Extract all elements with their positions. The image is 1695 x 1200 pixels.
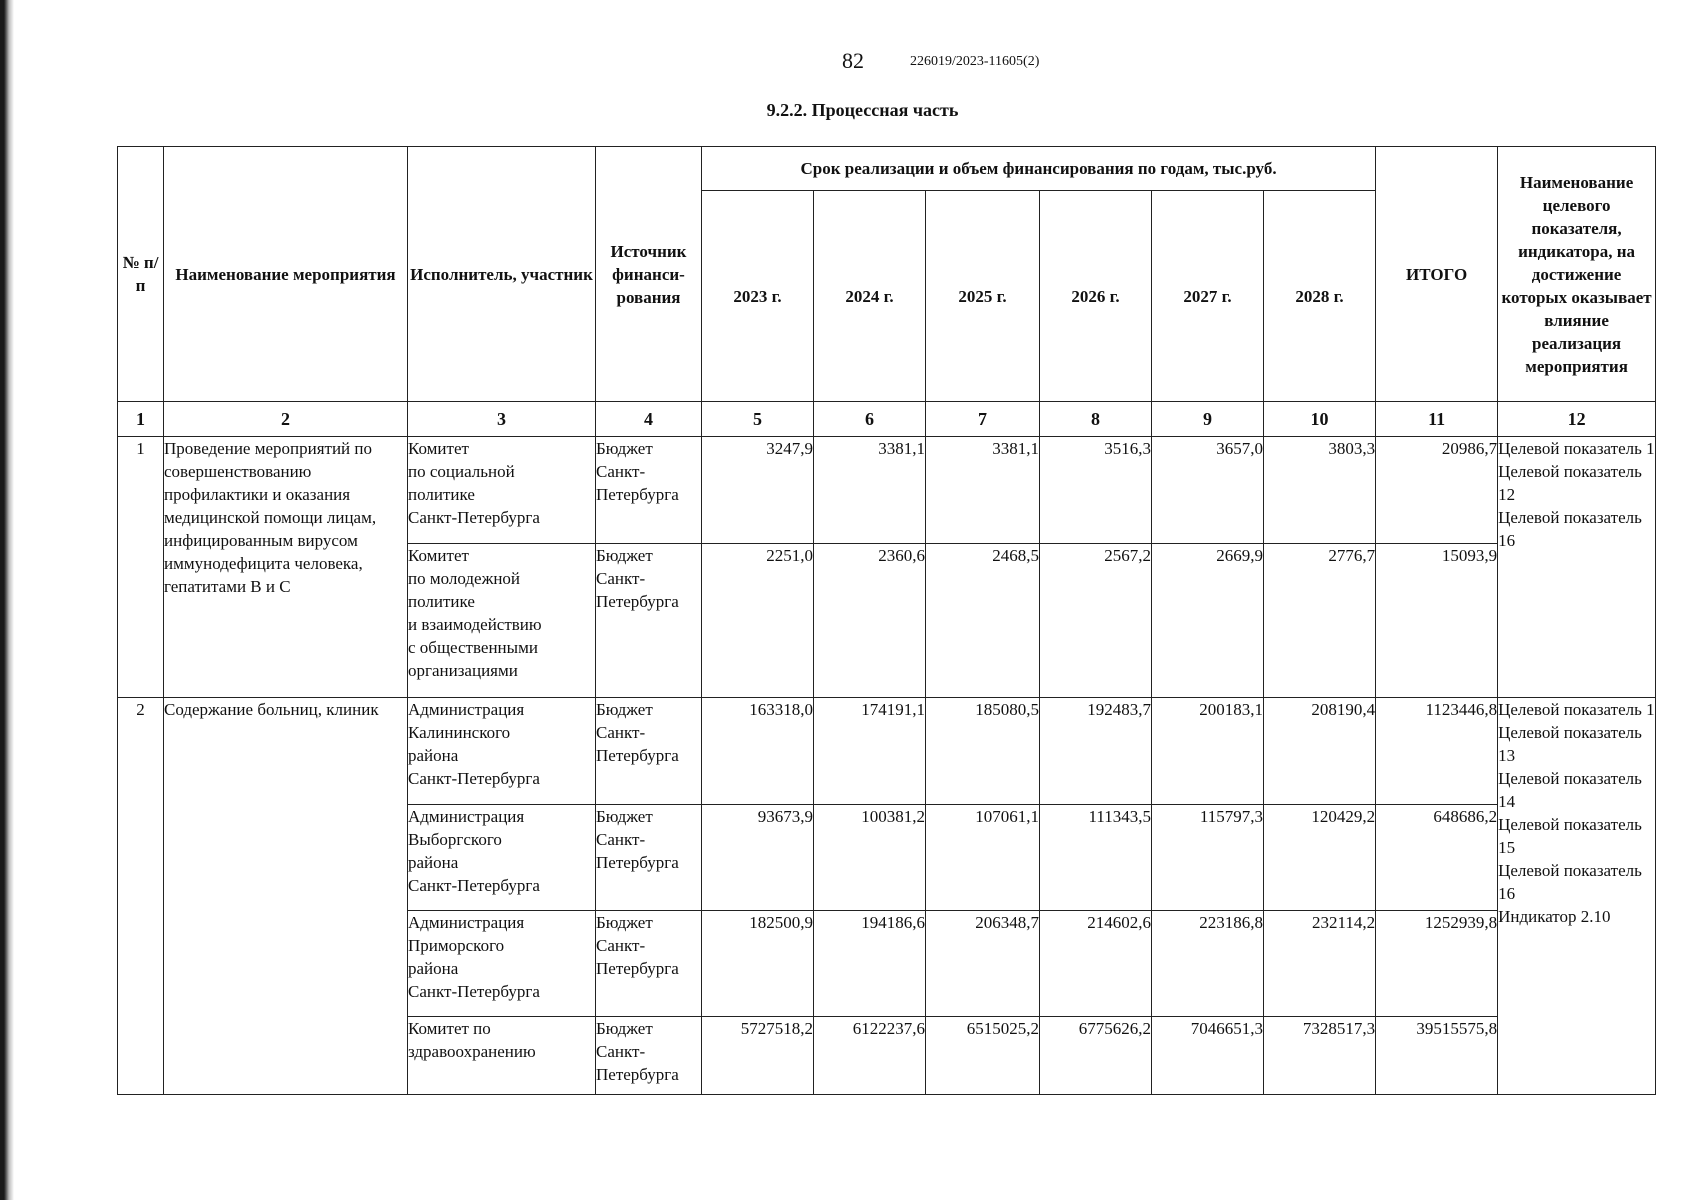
year-value-cell: 7046651,3 xyxy=(1152,1017,1264,1095)
activity-name: Содержание больниц, клиник xyxy=(164,698,408,1095)
year-value-cell: 232114,2 xyxy=(1264,911,1376,1017)
executor-line: и взаимодействию xyxy=(408,615,542,634)
year-value-cell: 5727518,2 xyxy=(702,1017,814,1095)
year-value-cell: 174191,1 xyxy=(814,698,926,805)
year-value-cell: 2251,0 xyxy=(702,544,814,698)
activity-name: Проведение мероприятий по совершенствованию профилактики и оказания медицинской помощи лицам, инфицированным вирусом иммунодефицита человека, гепатитами В и С xyxy=(164,437,408,698)
year-value-cell: 3381,1 xyxy=(926,437,1040,544)
source-line: Санкт- xyxy=(596,936,646,955)
source-cell xyxy=(596,805,702,911)
column-index: 3 xyxy=(408,402,596,437)
source-line: Санкт- xyxy=(596,1042,646,1061)
target-indicator: Индикатор 2.10 xyxy=(1498,907,1611,926)
year-value-cell: 93673,9 xyxy=(702,805,814,911)
source-line: Санкт- xyxy=(596,830,646,849)
section-title: 9.2.2. Процессная часть xyxy=(766,100,959,120)
executor-line: политике xyxy=(408,485,475,504)
column-index: 4 xyxy=(596,402,702,437)
scan-edge xyxy=(0,0,14,1200)
total-cell: 39515575,8 xyxy=(1376,1017,1498,1095)
header-year-2023: 2023 г. xyxy=(702,191,814,402)
executor-line: с общественными xyxy=(408,638,538,657)
executor-line: Санкт-Петербурга xyxy=(408,769,540,788)
column-index: 8 xyxy=(1040,402,1152,437)
year-value-cell: 6775626,2 xyxy=(1040,1017,1152,1095)
year-value-cell: 107061,1 xyxy=(926,805,1040,911)
year-value-cell: 111343,5 xyxy=(1040,805,1152,911)
year-value-cell: 115797,3 xyxy=(1152,805,1264,911)
year-value-cell: 208190,4 xyxy=(1264,698,1376,805)
financing-table xyxy=(117,146,1656,1095)
source-cell xyxy=(596,544,702,698)
year-value-cell: 194186,6 xyxy=(814,911,926,1017)
executor-line: района xyxy=(408,959,459,978)
year-value-cell: 3516,3 xyxy=(1040,437,1152,544)
executor-line: по молодежной xyxy=(408,569,521,588)
source-line: Петербурга xyxy=(596,959,679,978)
year-value-cell: 206348,7 xyxy=(926,911,1040,1017)
target-indicator: Целевой показатель 1 xyxy=(1498,700,1655,719)
year-value-cell: 2669,9 xyxy=(1152,544,1264,698)
header-year-2024: 2024 г. xyxy=(814,191,926,402)
header-year-2025: 2025 г. xyxy=(926,191,1040,402)
source-line: Санкт- xyxy=(596,462,646,481)
header-year-2026: 2026 г. xyxy=(1040,191,1152,402)
column-index: 10 xyxy=(1264,402,1376,437)
year-value-cell: 182500,9 xyxy=(702,911,814,1017)
executor-cell xyxy=(408,437,596,544)
source-line: Бюджет xyxy=(596,439,653,458)
target-indicator: Целевой показатель 14 xyxy=(1498,769,1642,811)
source-line: Бюджет xyxy=(596,1019,653,1038)
executor-line: района xyxy=(408,746,459,765)
header-executor: Исполнитель, участник xyxy=(408,147,596,402)
target-indicators-cell xyxy=(1498,698,1656,1095)
source-cell xyxy=(596,911,702,1017)
year-value-cell: 214602,6 xyxy=(1040,911,1152,1017)
year-value-cell: 2468,5 xyxy=(926,544,1040,698)
source-line: Бюджет xyxy=(596,913,653,932)
target-indicator: Целевой показатель 1 xyxy=(1498,439,1655,458)
source-line: Петербурга xyxy=(596,592,679,611)
target-indicator: Целевой показатель 13 xyxy=(1498,723,1642,765)
executor-line: Калининского xyxy=(408,723,511,742)
executor-line: Администрация xyxy=(408,700,525,719)
total-cell: 1123446,8 xyxy=(1376,698,1498,805)
table-row xyxy=(118,437,1656,544)
column-index: 5 xyxy=(702,402,814,437)
source-line: Бюджет xyxy=(596,700,653,719)
target-indicator: Целевой показатель 16 xyxy=(1498,508,1642,550)
executor-line: по социальной xyxy=(408,462,515,481)
total-cell: 15093,9 xyxy=(1376,544,1498,698)
executor-cell xyxy=(408,698,596,805)
year-value-cell: 3803,3 xyxy=(1264,437,1376,544)
year-value-cell: 200183,1 xyxy=(1152,698,1264,805)
column-index: 6 xyxy=(814,402,926,437)
executor-line: Санкт-Петербурга xyxy=(408,982,540,1001)
header-activity: Наименование мероприятия xyxy=(164,147,408,402)
executor-line: Приморского xyxy=(408,936,505,955)
column-index: 9 xyxy=(1152,402,1264,437)
year-value-cell: 2776,7 xyxy=(1264,544,1376,698)
year-value-cell: 100381,2 xyxy=(814,805,926,911)
executor-line: Администрация xyxy=(408,807,525,826)
column-index-row xyxy=(118,402,1656,437)
column-index: 7 xyxy=(926,402,1040,437)
header-target: Наименование целевого показателя, индикатора, на достижение которых оказывает влияние реализация мероприятия xyxy=(1498,147,1656,402)
header-total: ИТОГО xyxy=(1376,147,1498,402)
total-cell: 648686,2 xyxy=(1376,805,1498,911)
header-source: Источник финанси-рования xyxy=(596,147,702,402)
year-value-cell: 223186,8 xyxy=(1152,911,1264,1017)
source-line: Петербурга xyxy=(596,746,679,765)
executor-line: Комитет по xyxy=(408,1019,491,1038)
page-number: 82 xyxy=(842,48,864,73)
executor-cell xyxy=(408,805,596,911)
header-row-1 xyxy=(118,147,1656,191)
year-value-cell: 2360,6 xyxy=(814,544,926,698)
source-cell xyxy=(596,698,702,805)
year-value-cell: 185080,5 xyxy=(926,698,1040,805)
column-index: 12 xyxy=(1498,402,1656,437)
executor-line: Выборгского xyxy=(408,830,502,849)
year-value-cell: 3657,0 xyxy=(1152,437,1264,544)
source-line: Петербурга xyxy=(596,1065,679,1084)
row-number: 2 xyxy=(118,698,164,1095)
year-value-cell: 192483,7 xyxy=(1040,698,1152,805)
column-index: 1 xyxy=(118,402,164,437)
year-value-cell: 163318,0 xyxy=(702,698,814,805)
source-line: Санкт- xyxy=(596,723,646,742)
page-header xyxy=(0,48,1695,78)
total-cell: 20986,7 xyxy=(1376,437,1498,544)
target-indicator: Целевой показатель 12 xyxy=(1498,462,1642,504)
source-cell xyxy=(596,437,702,544)
year-value-cell: 6122237,6 xyxy=(814,1017,926,1095)
executor-line: здравоохранению xyxy=(408,1042,536,1061)
source-line: Бюджет xyxy=(596,546,653,565)
executor-line: политике xyxy=(408,592,475,611)
year-value-cell: 3247,9 xyxy=(702,437,814,544)
header-year-2027: 2027 г. xyxy=(1152,191,1264,402)
executor-line: Комитет xyxy=(408,546,469,565)
target-indicator: Целевой показатель 16 xyxy=(1498,861,1642,903)
source-line: Петербурга xyxy=(596,853,679,872)
year-value-cell: 7328517,3 xyxy=(1264,1017,1376,1095)
target-indicators-cell xyxy=(1498,437,1656,698)
target-indicator: Целевой показатель 15 xyxy=(1498,815,1642,857)
executor-cell xyxy=(408,911,596,1017)
row-number: 1 xyxy=(118,437,164,698)
year-value-cell: 3381,1 xyxy=(814,437,926,544)
table-row xyxy=(118,698,1656,805)
source-line: Бюджет xyxy=(596,807,653,826)
executor-line: Санкт-Петербурга xyxy=(408,508,540,527)
executor-line: Администрация xyxy=(408,913,525,932)
executor-line: Санкт-Петербурга xyxy=(408,876,540,895)
year-value-cell: 2567,2 xyxy=(1040,544,1152,698)
total-cell: 1252939,8 xyxy=(1376,911,1498,1017)
source-line: Санкт- xyxy=(596,569,646,588)
executor-line: Комитет xyxy=(408,439,469,458)
header-num: № п/п xyxy=(118,147,164,402)
column-index: 11 xyxy=(1376,402,1498,437)
executor-line: района xyxy=(408,853,459,872)
header-year-2028: 2028 г. xyxy=(1264,191,1376,402)
source-line: Петербурга xyxy=(596,485,679,504)
year-value-cell: 120429,2 xyxy=(1264,805,1376,911)
header-period-group: Срок реализации и объем финансирования по годам, тыс.руб. xyxy=(702,147,1376,191)
executor-cell xyxy=(408,544,596,698)
executor-line: организациями xyxy=(408,661,518,680)
year-value-cell: 6515025,2 xyxy=(926,1017,1040,1095)
column-index: 2 xyxy=(164,402,408,437)
source-cell xyxy=(596,1017,702,1095)
document-id: 226019/2023-11605(2) xyxy=(910,54,1040,69)
executor-cell xyxy=(408,1017,596,1095)
table-body xyxy=(118,437,1656,1095)
